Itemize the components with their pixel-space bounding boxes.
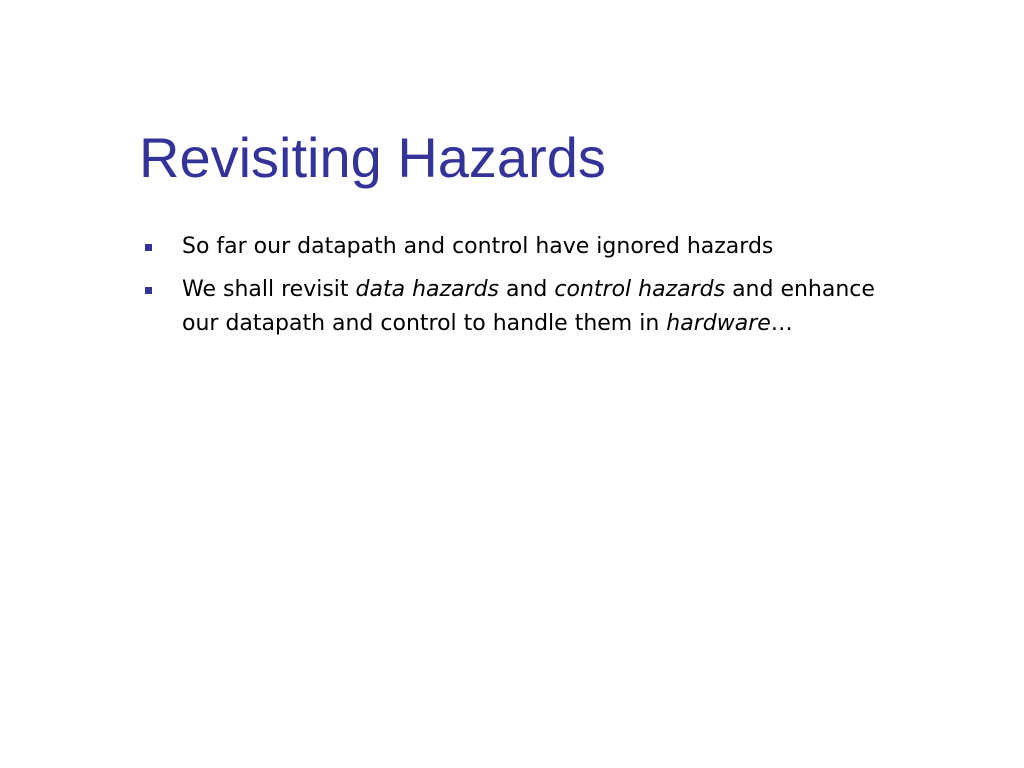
control-hazards-emphasis: control hazards bbox=[554, 277, 726, 302]
slide-title: Revisiting Hazards bbox=[139, 126, 606, 189]
bullet-2-part-1: We shall revisit bbox=[182, 277, 356, 302]
bullet-item-1 bbox=[142, 230, 882, 264]
bullet-text-1: So far our datapath and control have ignored hazards bbox=[182, 234, 774, 259]
bullet-2-part-3: and bbox=[499, 277, 555, 302]
bullet-item-2 bbox=[142, 273, 882, 341]
bullet-list bbox=[142, 230, 882, 350]
bullet-text-2 bbox=[182, 277, 875, 336]
square-bullet-icon bbox=[145, 287, 152, 294]
data-hazards-emphasis: data hazards bbox=[355, 277, 500, 302]
square-bullet-icon bbox=[145, 244, 152, 251]
bullet-2-part-5: and enhance our datapath and control to handle them in bbox=[182, 277, 875, 336]
bullet-2-ellipsis: … bbox=[770, 311, 793, 336]
hardware-emphasis: hardware bbox=[666, 311, 771, 336]
